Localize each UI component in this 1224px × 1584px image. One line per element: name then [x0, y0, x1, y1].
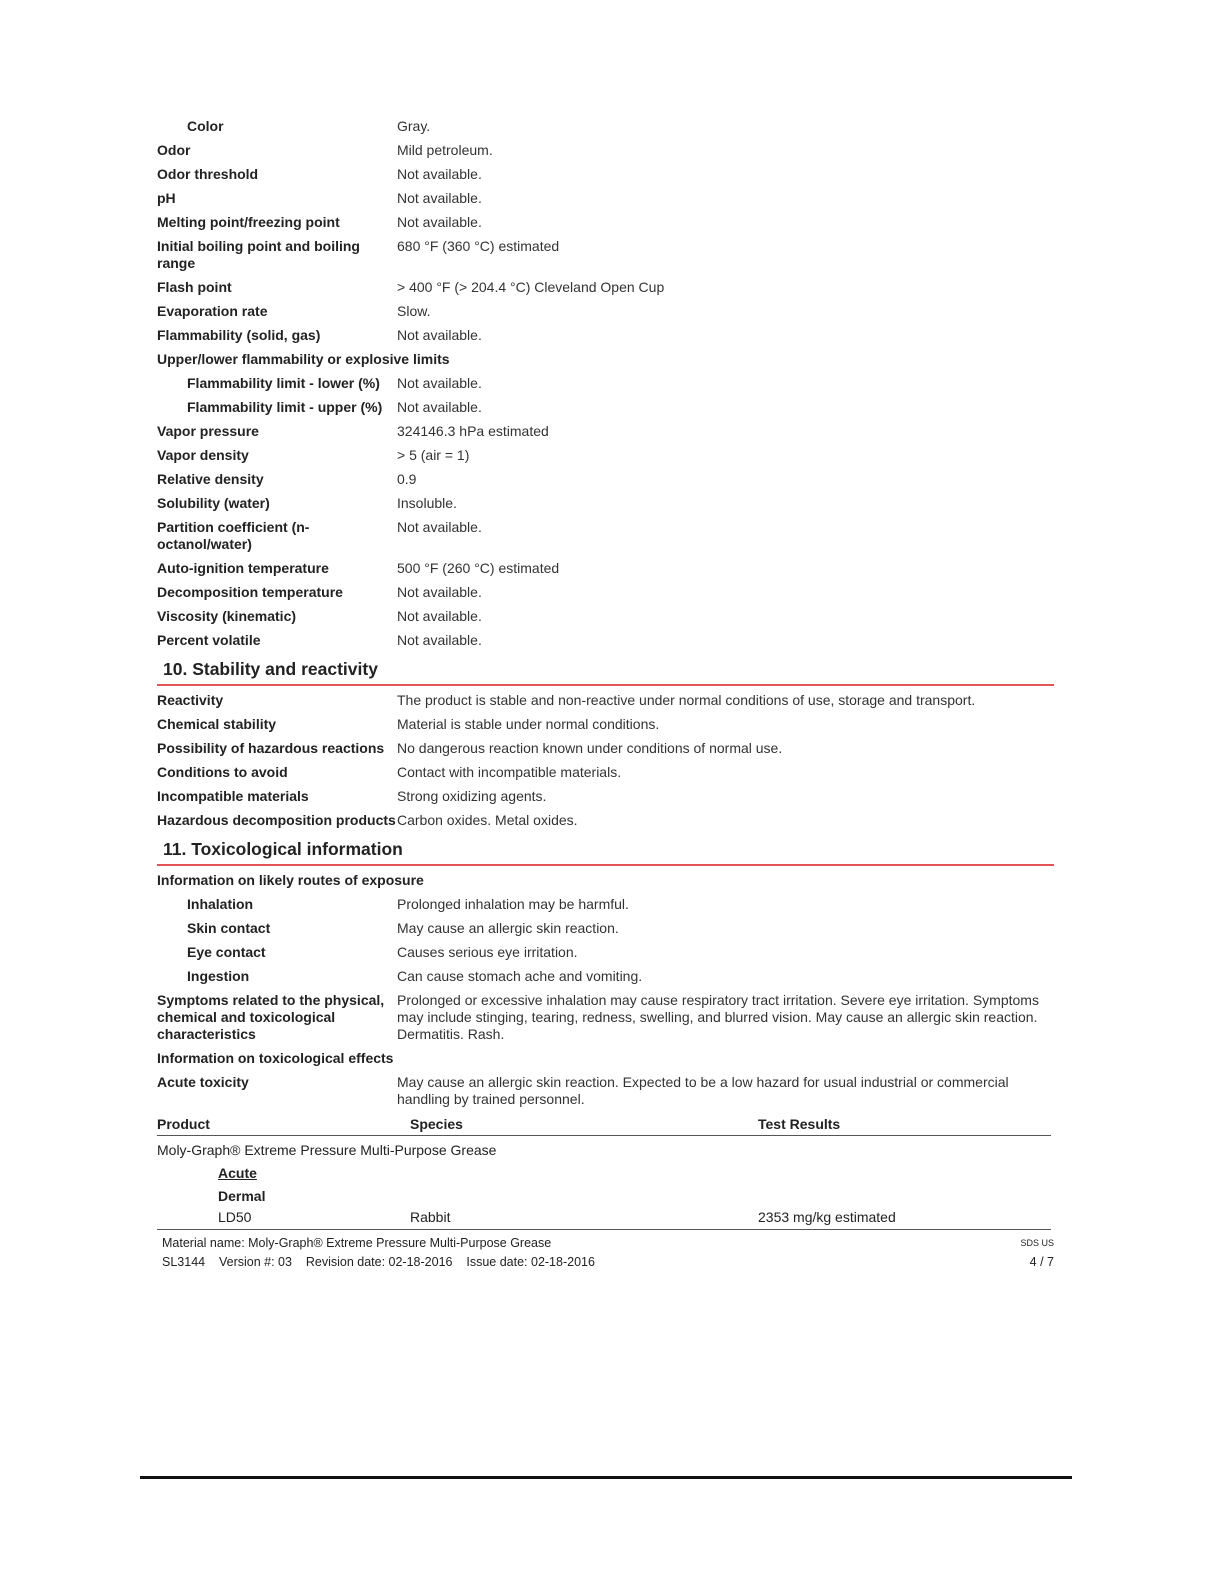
symptoms-label: Symptoms related to the physical, chemical and toxicological characteristics: [157, 992, 385, 1042]
routes-heading-row: [157, 872, 1054, 889]
section-11-heading: 11. Toxicological information: [157, 839, 1054, 866]
stability-row-label: Possibility of hazardous reactions: [157, 740, 385, 756]
stability-row-label: Conditions to avoid: [157, 764, 288, 780]
property-row-label: Evaporation rate: [157, 303, 268, 319]
property-row-value: 500 °F (260 °C) estimated: [397, 560, 560, 576]
dermal-subheading: Dermal: [218, 1188, 266, 1204]
property-row: [157, 279, 1054, 296]
stability-reactivity-list: [157, 692, 1054, 829]
route-row: [157, 920, 1054, 937]
stability-row: [157, 740, 1054, 757]
footer-material-name: Material name: Moly-Graph® Extreme Pressure Multi-Purpose Grease: [162, 1236, 552, 1250]
routes-heading: Information on likely routes of exposure: [157, 872, 424, 888]
stability-row-label: Reactivity: [157, 692, 224, 708]
effects-heading-row: [157, 1050, 1054, 1067]
property-row: [157, 519, 1054, 553]
effects-heading: Information on toxicological effects: [157, 1050, 394, 1066]
property-row-value: Not available.: [397, 327, 482, 343]
property-row-label: Relative density: [157, 471, 264, 487]
property-row-value: Not available.: [397, 608, 482, 624]
property-row-label: Auto-ignition temperature: [157, 560, 329, 576]
property-row: [157, 447, 1054, 464]
property-row-label: Viscosity (kinematic): [157, 608, 297, 624]
toxicity-table: [157, 1115, 1054, 1230]
property-row-value: Not available.: [397, 632, 482, 648]
page-bottom-rule: [140, 1476, 1072, 1479]
footer-left: [162, 1234, 595, 1272]
property-row: [157, 471, 1054, 488]
property-row-value: 680 °F (360 °C) estimated: [397, 238, 560, 254]
stability-row: [157, 716, 1054, 733]
route-row-value: Causes serious eye irritation.: [397, 944, 578, 960]
header-test-results: Test Results: [758, 1116, 841, 1132]
acute-toxicity-row: [157, 1074, 1054, 1108]
stability-row-label: Chemical stability: [157, 716, 277, 732]
route-row-value: May cause an allergic skin reaction.: [397, 920, 619, 936]
stability-row: [157, 812, 1054, 829]
property-row-value: Not available.: [397, 166, 482, 182]
property-row: [157, 423, 1054, 440]
toxicity-table-header: [157, 1115, 1051, 1136]
property-row-value: Gray.: [397, 118, 431, 134]
property-row-value: 324146.3 hPa estimated: [397, 423, 549, 439]
property-row: [157, 375, 1054, 392]
property-row-label: Color: [187, 118, 224, 134]
property-row-value: Not available.: [397, 375, 482, 391]
stability-row-value: Carbon oxides. Metal oxides.: [397, 812, 578, 828]
footer-page-number: 4 / 7: [1029, 1255, 1054, 1269]
acute-subheading-row: [157, 1165, 1054, 1182]
symptoms-value: Prolonged or excessive inhalation may cause respiratory tract irritation. Severe eye irritation. Symptoms may include stinging, tearing, redness, swelling, and blurred vision. May cause an allergic skin reaction. Dermatitis. Rash.: [397, 992, 1039, 1042]
section-10-heading: 10. Stability and reactivity: [157, 659, 1054, 686]
property-row-label: Flammability (solid, gas): [157, 327, 321, 343]
cell-test: LD50: [218, 1209, 252, 1225]
property-row-label: Melting point/freezing point: [157, 214, 340, 230]
property-row: [157, 238, 1054, 272]
stability-row-value: Contact with incompatible materials.: [397, 764, 622, 780]
table-row: [157, 1209, 1054, 1226]
property-row-value: Mild petroleum.: [397, 142, 493, 158]
property-row-value: Not available.: [397, 214, 482, 230]
footer-doc-ids: SL3144 Version #: 03 Revision date: 02-18-2016 Issue date: 02-18-2016: [162, 1255, 595, 1269]
property-row: [157, 118, 1054, 135]
sds-page: [157, 118, 1054, 1272]
property-row-label: Vapor density: [157, 447, 249, 463]
acute-toxicity-label: Acute toxicity: [157, 1074, 249, 1090]
property-row: [157, 399, 1054, 416]
physical-properties-list: [157, 118, 1054, 649]
product-name-row: [157, 1142, 1054, 1159]
property-row-value: Not available.: [397, 519, 482, 535]
property-row-value: Not available.: [397, 584, 482, 600]
property-row-label: Solubility (water): [157, 495, 270, 511]
property-row: [157, 303, 1054, 320]
stability-row-value: The product is stable and non-reactive under normal conditions of use, storage and transport.: [397, 692, 976, 708]
acute-subheading: Acute: [218, 1165, 257, 1181]
property-row: [157, 584, 1054, 601]
footer-right: [1020, 1234, 1054, 1272]
dermal-subheading-row: [157, 1188, 1054, 1205]
route-row-label: Skin contact: [187, 920, 271, 936]
route-row-value: Can cause stomach ache and vomiting.: [397, 968, 643, 984]
stability-row: [157, 692, 1054, 709]
route-row: [157, 968, 1054, 985]
property-row-label: Percent volatile: [157, 632, 261, 648]
cell-result: 2353 mg/kg estimated: [758, 1209, 896, 1225]
route-row-label: Eye contact: [187, 944, 266, 960]
property-row-label: Decomposition temperature: [157, 584, 343, 600]
property-row: [157, 608, 1054, 625]
route-row: [157, 896, 1054, 913]
exposure-routes-list: [157, 896, 1054, 985]
stability-row: [157, 764, 1054, 781]
stability-row: [157, 788, 1054, 805]
property-row: [157, 351, 1054, 368]
cell-species: Rabbit: [410, 1209, 451, 1225]
property-row-value: > 400 °F (> 204.4 °C) Cleveland Open Cup: [397, 279, 665, 295]
header-product: Product: [157, 1116, 210, 1132]
product-name: Moly-Graph® Extreme Pressure Multi-Purpose Grease: [157, 1142, 497, 1158]
property-row-label: Flammability limit - upper (%): [187, 399, 383, 415]
property-row: [157, 214, 1054, 231]
property-row-label: Odor threshold: [157, 166, 259, 182]
stability-row-label: Incompatible materials: [157, 788, 309, 804]
stability-row-value: Material is stable under normal conditions.: [397, 716, 660, 732]
property-row: [157, 495, 1054, 512]
acute-toxicity-value: May cause an allergic skin reaction. Expected to be a low hazard for usual industrial or commercial handling by trained personnel.: [397, 1074, 1009, 1107]
property-row-label: Initial boiling point and boiling range: [157, 238, 360, 271]
property-row-value: Insoluble.: [397, 495, 457, 511]
route-row: [157, 944, 1054, 961]
page-footer: [157, 1234, 1054, 1272]
property-row-value: > 5 (air = 1): [397, 447, 470, 463]
route-row-label: Inhalation: [187, 896, 254, 912]
property-row-value: 0.9: [397, 471, 417, 487]
property-row-label: Flash point: [157, 279, 232, 295]
header-species: Species: [410, 1116, 463, 1132]
route-row-value: Prolonged inhalation may be harmful.: [397, 896, 629, 912]
table-bottom-rule: [157, 1229, 1051, 1230]
property-row-value: Not available.: [397, 190, 482, 206]
property-row-label: pH: [157, 190, 176, 206]
property-row-label: Vapor pressure: [157, 423, 259, 439]
property-row-label: Upper/lower flammability or explosive limits: [157, 351, 450, 367]
property-row: [157, 327, 1054, 344]
property-row-label: Odor: [157, 142, 191, 158]
property-row: [157, 142, 1054, 159]
property-row-value: Not available.: [397, 399, 482, 415]
property-row: [157, 560, 1054, 577]
property-row-value: Slow.: [397, 303, 431, 319]
property-row: [157, 190, 1054, 207]
symptoms-row: [157, 992, 1054, 1043]
property-row: [157, 166, 1054, 183]
stability-row-value: Strong oxidizing agents.: [397, 788, 547, 804]
footer-sds-label: SDS US: [1020, 1238, 1054, 1248]
property-row-label: Partition coefficient (n-octanol/water): [157, 519, 310, 552]
stability-row-value: No dangerous reaction known under conditions of normal use.: [397, 740, 783, 756]
stability-row-label: Hazardous decomposition products: [157, 812, 396, 828]
route-row-label: Ingestion: [187, 968, 250, 984]
property-row-label: Flammability limit - lower (%): [187, 375, 380, 391]
property-row: [157, 632, 1054, 649]
